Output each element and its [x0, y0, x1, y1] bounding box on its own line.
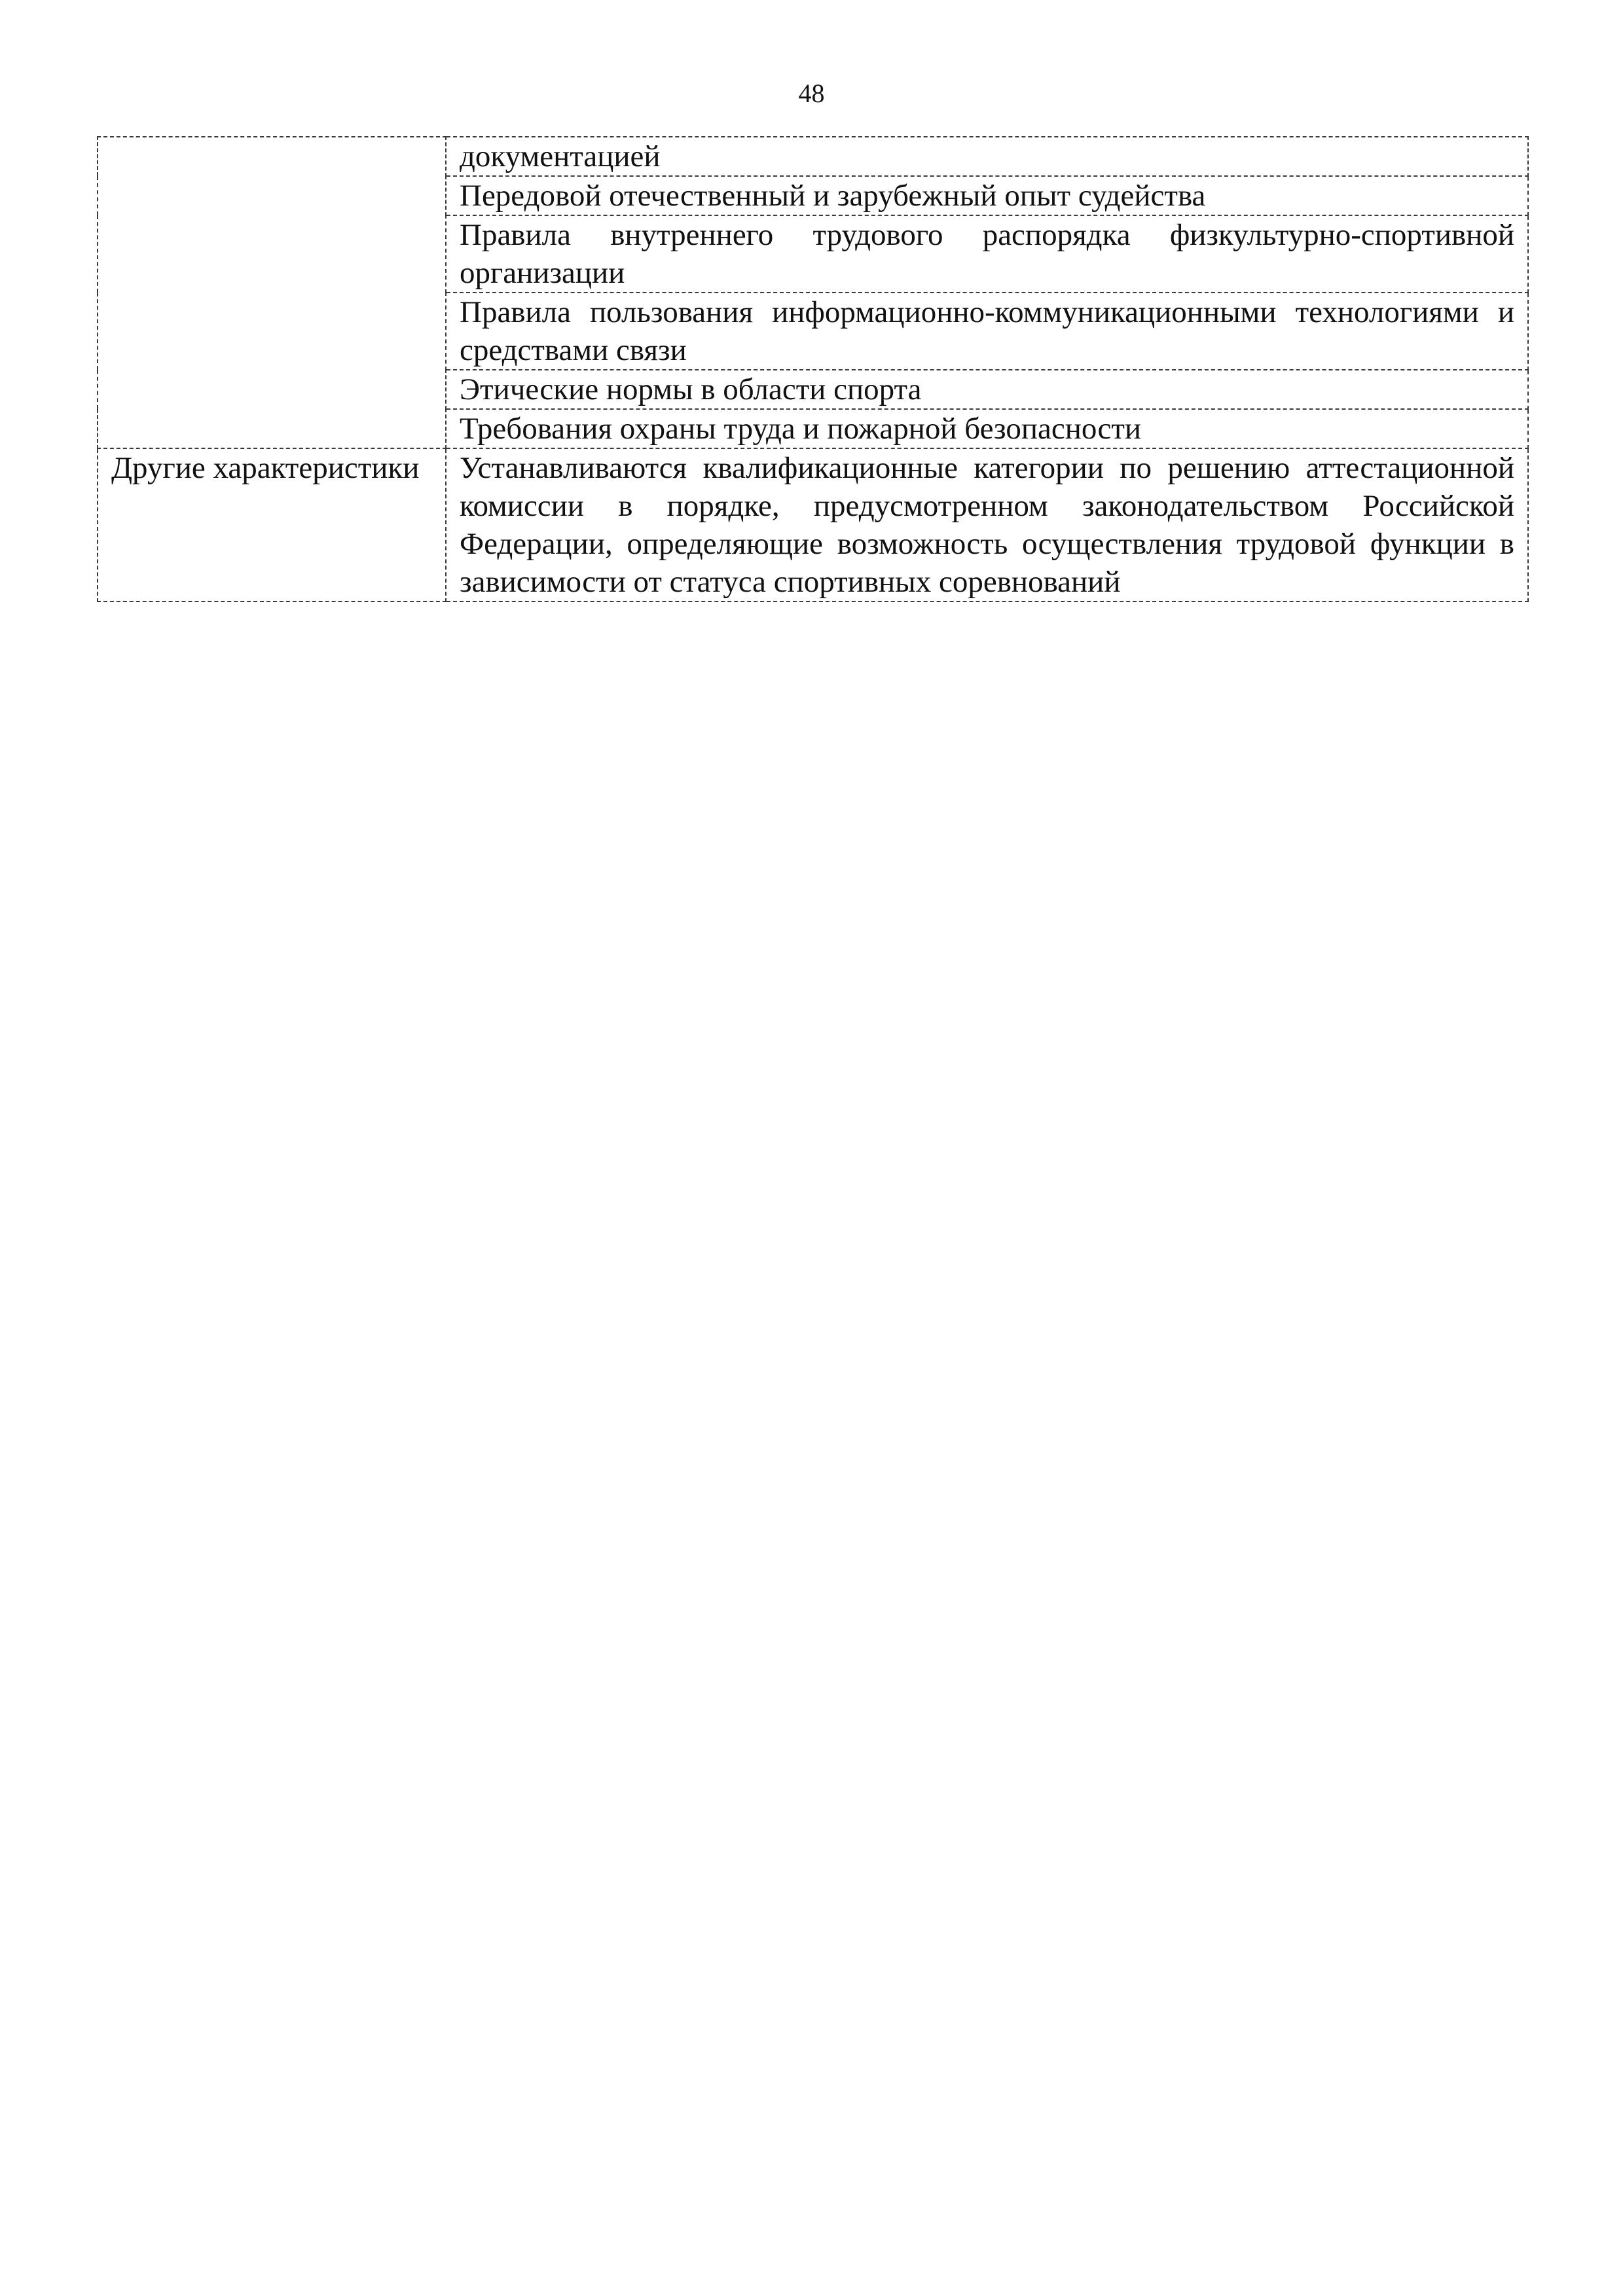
- requirement-cell: Этические нормы в области спорта: [446, 370, 1528, 409]
- table-row: [98, 137, 1528, 176]
- requirement-cell: документацией: [446, 137, 1528, 176]
- requirement-cell: Правила пользования информационно-коммуникационными технологиями и средствами связи: [446, 293, 1528, 370]
- empty-label-cell: [98, 137, 446, 448]
- characteristics-table: [97, 136, 1529, 602]
- other-characteristics-label: Другие характеристики: [98, 448, 446, 601]
- requirement-cell: Правила внутреннего трудового распорядка физкультурно-спортивной организации: [446, 215, 1528, 293]
- other-characteristics-text: Устанавливаются квалификационные категории по решению аттестационной комиссии в порядке, предусмотренном законодательством Российской Федерации, определяющие возможность осуществления трудовой функции в зависимости от статуса спортивных соревнований: [446, 448, 1528, 601]
- requirement-cell: Требования охраны труда и пожарной безопасности: [446, 409, 1528, 448]
- page-number: 48: [798, 79, 825, 108]
- requirement-cell: Передовой отечественный и зарубежный опыт судейства: [446, 176, 1528, 215]
- table-row: [98, 448, 1528, 601]
